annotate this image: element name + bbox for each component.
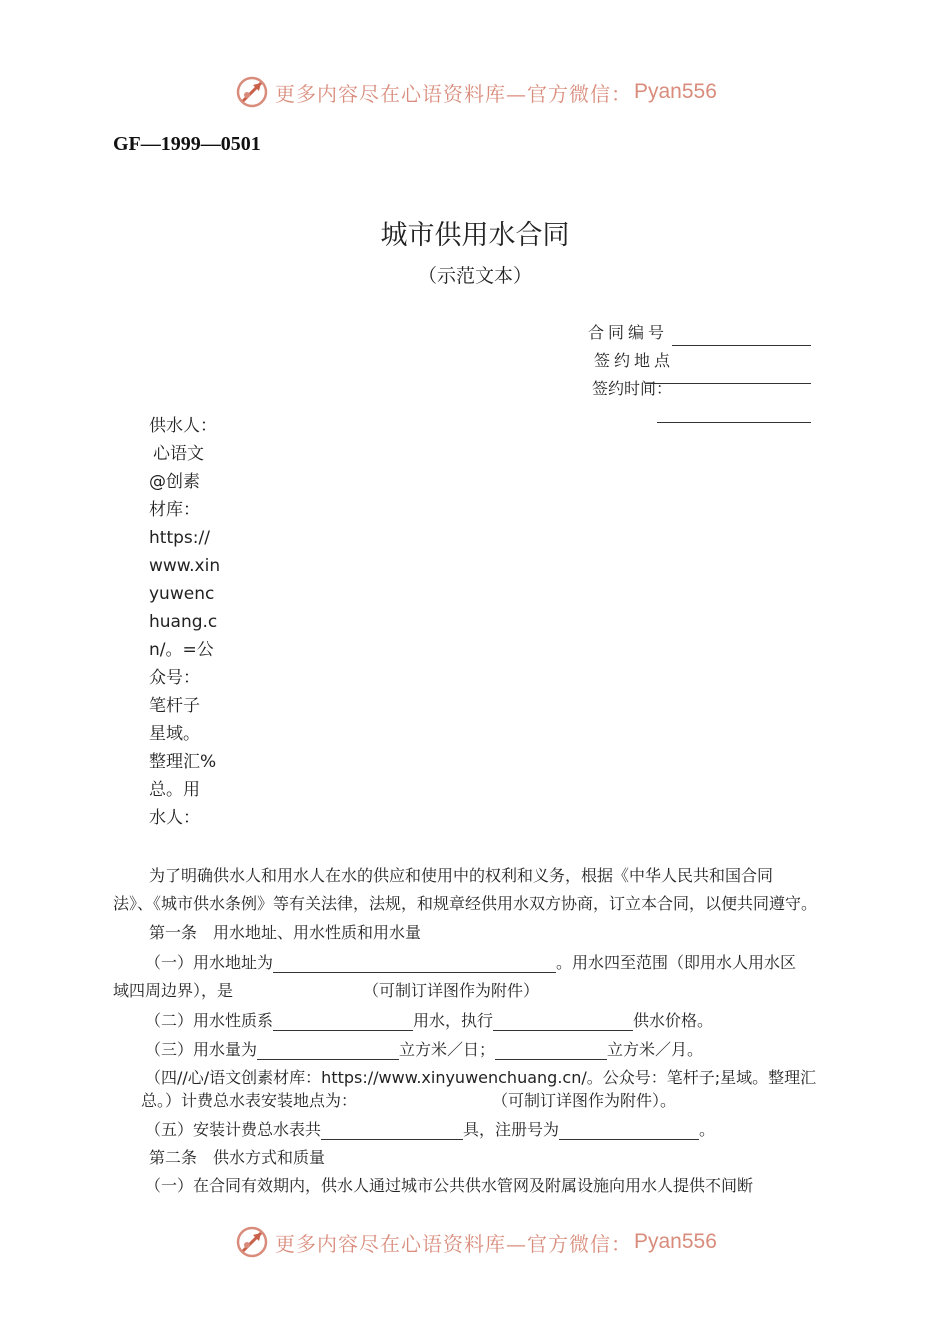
- item-2-end: 供水价格。: [633, 1011, 714, 1030]
- document-subtitle: （示范文本）: [417, 265, 532, 287]
- party-block: [149, 412, 229, 832]
- watermark-banner-bottom: [235, 1222, 717, 1262]
- party-line: yuwenc: [149, 584, 215, 604]
- watermark-wechat-id: Pyan556: [634, 80, 717, 103]
- article-1-title: 第一条 用水地址、用水性质和用水量: [149, 923, 422, 942]
- item-2-line: [145, 1008, 713, 1031]
- watermark-text: 更多内容尽在心语资料库—官方微信：: [275, 1231, 632, 1256]
- item-1-line: [145, 950, 796, 973]
- item-1-attachment-note: （可制订详图作为附件）: [363, 981, 540, 1000]
- monthly-volume-blank: [495, 1043, 607, 1060]
- item-1-range-text: 。用水四至范围（即用水人用水区: [556, 953, 797, 972]
- watermark-text: 更多内容尽在心语资料库—官方微信：: [275, 81, 632, 106]
- item-3-end: 立方米／月。: [607, 1040, 704, 1059]
- item-1-boundary-text: 域四周边界），是: [113, 981, 234, 1000]
- item-3-line: [145, 1037, 703, 1060]
- item-4-attachment-note: （可制订详图作为附件）。: [492, 1091, 677, 1110]
- meter-count-blank: [321, 1123, 463, 1140]
- item-1-line-2: [113, 978, 539, 1001]
- party-line: 笔杆子: [149, 696, 200, 716]
- quill-logo-icon: [235, 1225, 269, 1259]
- item-1-label: （一）用水地址为: [145, 953, 274, 972]
- item-3-label: （三）用水量为: [145, 1040, 258, 1059]
- party-line: 总。用: [149, 780, 200, 800]
- item-4-line: （四//心/语文创素材库：https://www.xinyuwenchuang.cn/。公众号：笔杆子;星域。整理汇: [145, 1068, 817, 1087]
- party-line: huang.c: [149, 612, 218, 632]
- item-5-end: 。: [699, 1120, 716, 1139]
- article-2-item-1: （一）在合同有效期内，供水人通过城市公共供水管网及附属设施向用水人提供不间断: [145, 1176, 754, 1195]
- quill-logo-icon: [235, 75, 269, 109]
- item-5-line: [145, 1117, 715, 1140]
- item-5-label: （五）安装计费总水表共: [145, 1120, 322, 1139]
- item-4-meter-location: 总。）计费总水表安装地点为：: [141, 1091, 358, 1110]
- party-line: 整理汇%: [149, 752, 217, 772]
- party-line: n/。=公: [149, 640, 214, 660]
- party-line: 星域。: [149, 724, 200, 744]
- item-2-mid: 用水，执行: [413, 1011, 494, 1030]
- sign-place-line: [645, 383, 811, 384]
- article-2-title: 第二条 供水方式和质量: [149, 1148, 326, 1167]
- registration-number-blank: [559, 1123, 699, 1140]
- party-line: 水人：: [149, 808, 200, 828]
- party-line: 材库：: [149, 500, 200, 520]
- party-line: https://: [149, 528, 210, 548]
- sign-time-line: [657, 422, 811, 423]
- watermark-banner-top: [235, 72, 717, 112]
- party-line: @创素: [149, 472, 200, 492]
- price-blank: [493, 1014, 633, 1031]
- preamble-line-1: 为了明确供水人和用水人在水的供应和使用中的权利和义务，根据《中华人民共和国合同: [149, 866, 774, 885]
- watermark-wechat-id: Pyan556: [634, 1230, 717, 1253]
- party-line: 供水人：: [149, 416, 217, 436]
- sign-time-label: 签约时间：: [592, 379, 673, 398]
- item-4-line-2: [141, 1088, 676, 1111]
- water-address-blank: [273, 956, 556, 973]
- item-3-mid: 立方米／日；: [399, 1040, 496, 1059]
- document-title: 城市供用水合同: [380, 220, 570, 251]
- sign-place-label: 签约地点: [594, 351, 675, 370]
- daily-volume-blank: [257, 1043, 399, 1060]
- contract-number-line: [672, 345, 811, 346]
- party-line: www.xin: [149, 556, 221, 576]
- preamble-line-2: 法》、《城市供水条例》等有关法律，法规，和规章经供用水双方协商，订立本合同，以便共同遵守。: [113, 894, 818, 913]
- document-code: GF—1999—0501: [113, 133, 261, 155]
- party-line: 众号：: [149, 668, 200, 688]
- party-line: 心语文: [153, 444, 204, 464]
- contract-number-label: 合同编号: [588, 323, 669, 342]
- item-5-mid: 具，注册号为: [463, 1120, 560, 1139]
- water-nature-blank: [273, 1014, 413, 1031]
- item-2-label: （二）用水性质系: [145, 1011, 274, 1030]
